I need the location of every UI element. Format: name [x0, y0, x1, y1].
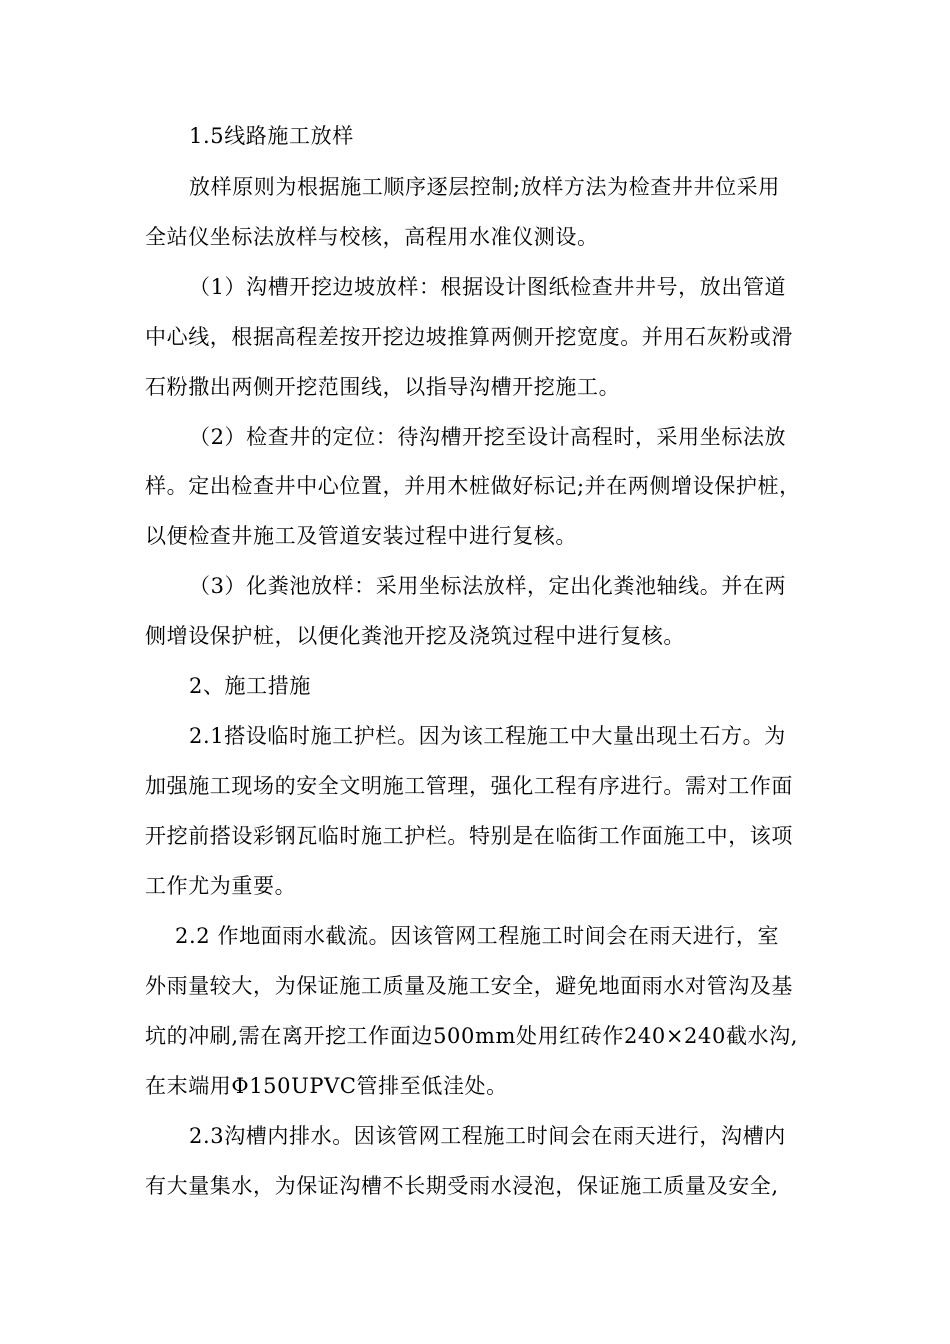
paragraph-line: 在末端用Φ150UPVC管排至低洼处。: [145, 1074, 508, 1098]
paragraph-line: （1）沟槽开挖边坡放样：根据设计图纸检查井井号，放出管道: [189, 275, 787, 299]
paragraph-line: 石粉撒出两侧开挖范围线，以指导沟槽开挖施工。: [145, 375, 621, 399]
paragraph-line: 2.3沟槽内排水。因该管网工程施工时间会在雨天进行，沟槽内: [189, 1124, 786, 1148]
paragraph-line: （2）检查井的定位：待沟槽开挖至设计高程时，采用坐标法放: [189, 425, 787, 449]
paragraph-line: 开挖前搭设彩钢瓦临时施工护栏。特别是在临街工作面施工中，该项: [145, 824, 793, 848]
paragraph-line: 加强施工现场的安全文明施工管理，强化工程有序进行。需对工作面: [145, 774, 793, 798]
paragraph-line: 2.1搭设临时施工护栏。因为该工程施工中大量出现土石方。为: [189, 724, 786, 748]
paragraph-line: 工作尤为重要。: [145, 874, 297, 898]
paragraph-line: 样。定出检查井中心位置，并用木桩做好标记;并在两侧增设保护桩，: [145, 474, 801, 498]
paragraph-line: 中心线，根据高程差按开挖边坡推算两侧开挖宽度。并用石灰粉或滑: [145, 325, 793, 349]
paragraph-line: 侧增设保护桩，以便化粪池开挖及浇筑过程中进行复核。: [145, 624, 685, 648]
section-heading: 2、施工措施: [189, 674, 311, 698]
paragraph-line: 有大量集水，为保证沟槽不长期受雨水浸泡，保证施工质量及安全,: [145, 1174, 779, 1198]
paragraph-line: 全站仪坐标法放样与校核，高程用水准仪测设。: [145, 225, 599, 249]
paragraph-line: 2.2 作地面雨水截流。因该管网工程施工时间会在雨天进行，室: [175, 924, 780, 948]
paragraph-line: （3）化粪池放样：采用坐标法放样，定出化粪池轴线。并在两: [189, 574, 787, 598]
heading-1-5: 1.5线路施工放样: [189, 124, 354, 148]
paragraph-line: 外雨量较大，为保证施工质量及施工安全，避免地面雨水对管沟及基: [145, 974, 793, 998]
paragraph-line: 坑的冲刷,需在离开挖工作面边500mm处用红砖作240×240截水沟,: [145, 1024, 799, 1048]
paragraph-line: 以便检查井施工及管道安装过程中进行复核。: [145, 524, 577, 548]
paragraph-line: 放样原则为根据施工顺序逐层控制;放样方法为检查井井位采用: [189, 175, 780, 199]
